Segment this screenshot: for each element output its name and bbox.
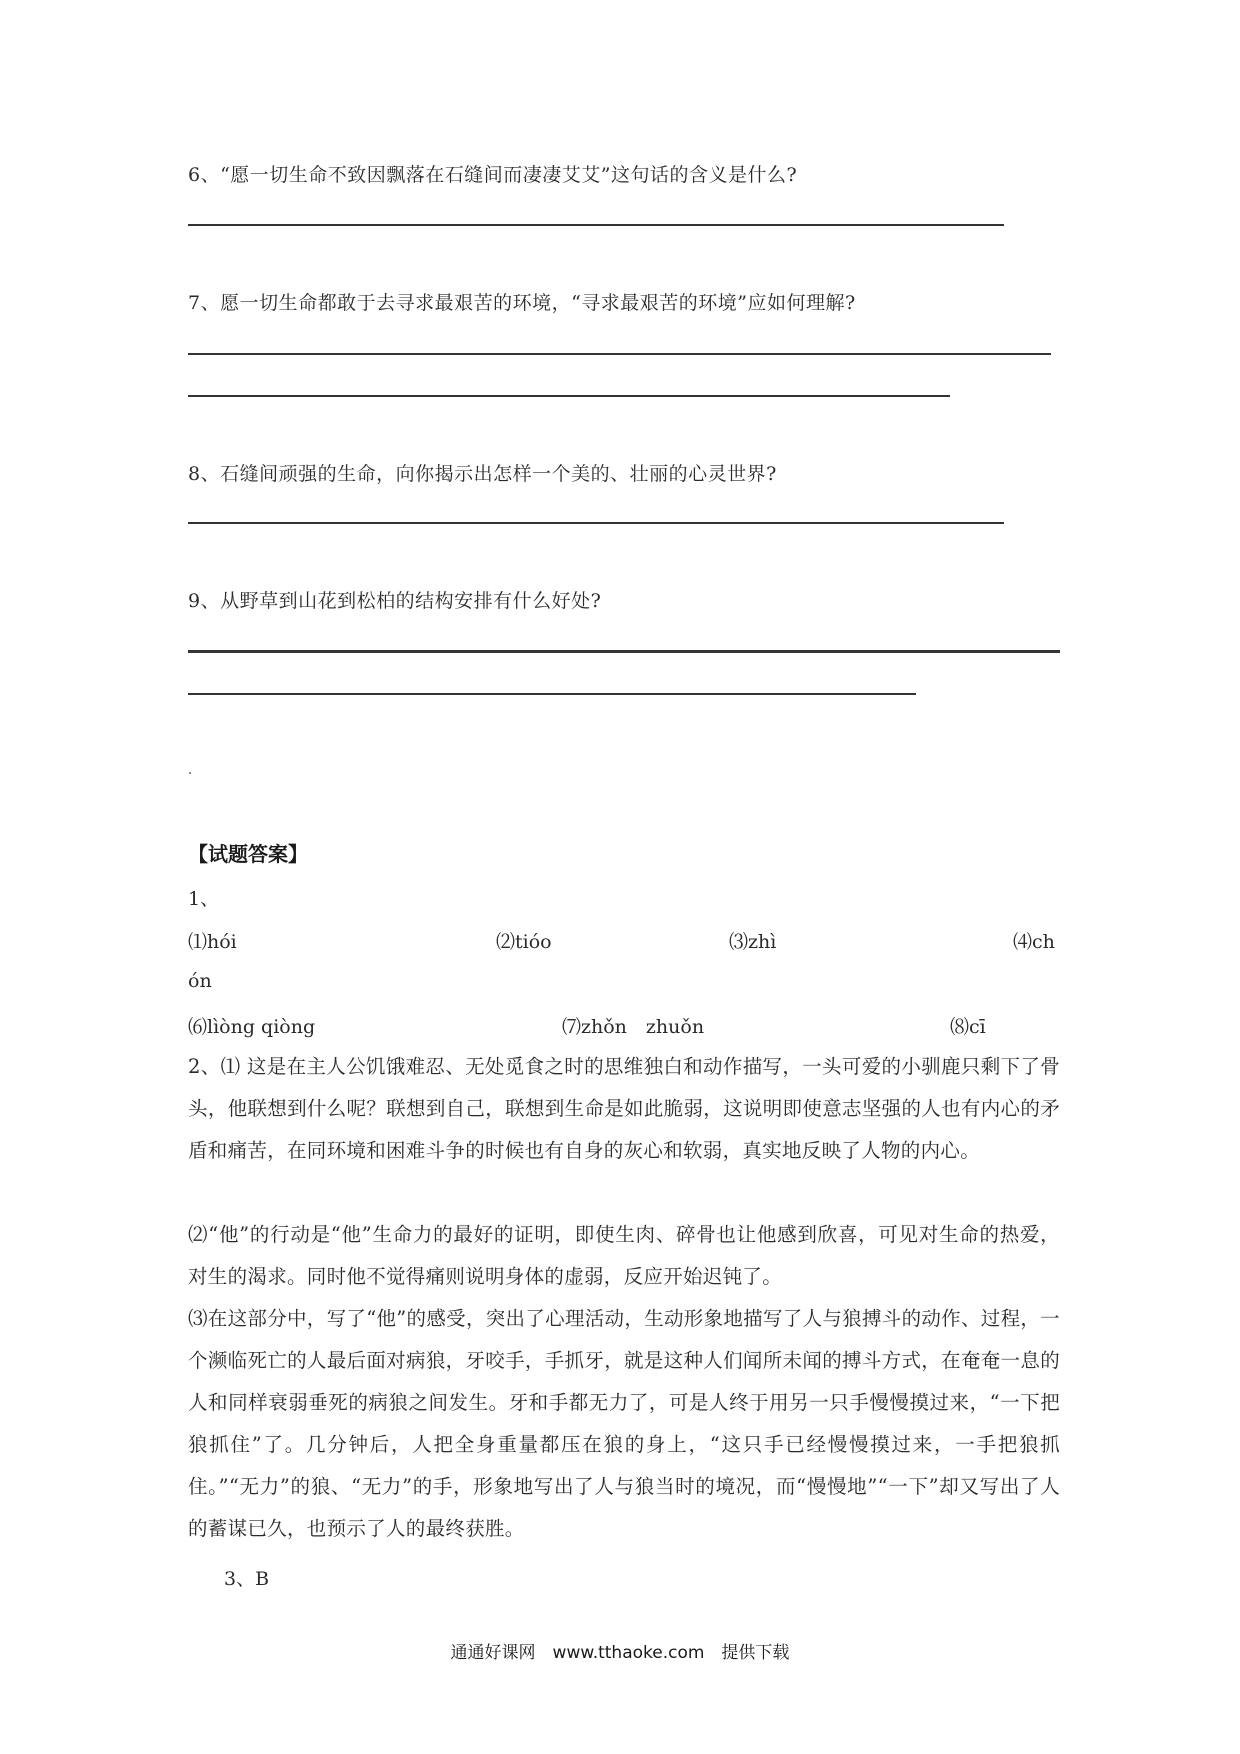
answer-line	[188, 693, 916, 695]
answer-2-part-3: ⑶在这部分中，写了“他”的感受，突出了心理活动，生动形象地描写了人与狼搏斗的动作、过程，一个濒临死亡的人最后面对病狼，牙咬手，手抓牙，就是这种人们闻所未闻的搏斗方式，在奄奄一息的人和同样衰弱垂死的病狼之间发生。牙和手都无力了，可是人终于用另一只手慢慢摸过来，“一下把狼抓住”了。几分钟后，人把全身重量都压在狼的身上，“这只手已经慢慢摸过来，一手把狼抓住。”“无力”的狼、“无力”的手，形象地写出了人与狼当时的境况，而“慢慢地”“一下”却又写出了人的蓄谋已久，也预示了人的最终获胜。	[188, 1307, 1060, 1540]
question-7: 7、愿一切生命都敢于去寻求最艰苦的环境，“寻求最艰苦的环境”应如何理解?	[188, 292, 856, 314]
answer-line	[188, 395, 950, 397]
stray-mark	[189, 772, 191, 774]
answer-line	[188, 522, 1004, 524]
answer-line	[188, 224, 1004, 226]
pinyin-4-continued: ón	[188, 970, 212, 992]
pinyin-3: ⑶zhì	[729, 931, 777, 953]
question-6: 6、“愿一切生命不致因飘落在石缝间而凄凄艾艾”这句话的含义是什么?	[188, 164, 798, 186]
answer-3: 3、B	[224, 1568, 270, 1590]
answer-2-part-2: ⑵“他”的行动是“他”生命力的最好的证明，即使生肉、碎骨也让他感到欣喜，可见对生命的热爱，对生的渴求。同时他不觉得痛则说明身体的虚弱，反应开始迟钝了。	[188, 1223, 1060, 1288]
pinyin-7: ⑺zhǒn zhuǒn	[562, 1016, 705, 1038]
answers-heading: 【试题答案】	[188, 842, 308, 866]
pinyin-2: ⑵tióo	[496, 931, 552, 953]
pinyin-8: ⑻cī	[950, 1016, 986, 1038]
footer-credit: 通通好课网 www.tthaoke.com 提供下载	[450, 1643, 790, 1663]
answer-2-part-1: 2、⑴ 这是在主人公饥饿难忍、无处觅食之时的思维独白和动作描写，一头可爱的小驯鹿只剩下了骨头，他联想到什么呢？联想到自己，联想到生命是如此脆弱，这说明即使意志坚强的人也有内心的矛盾和痛苦，在同环境和困难斗争的时候也有自身的灰心和软弱，真实地反映了人物的内心。	[188, 1055, 1060, 1162]
pinyin-4: ⑷ch	[1013, 931, 1055, 953]
answer-line	[188, 650, 1060, 653]
answer-line	[188, 353, 1051, 355]
pinyin-1: ⑴hói	[188, 931, 237, 953]
question-9: 9、从野草到山花到松柏的结构安排有什么好处?	[188, 590, 602, 612]
question-8: 8、石缝间顽强的生命，向你揭示出怎样一个美的、壮丽的心灵世界?	[188, 463, 777, 485]
answer-1-label: 1、	[188, 888, 220, 910]
pinyin-6: ⑹lìòng qiòng	[188, 1016, 316, 1038]
